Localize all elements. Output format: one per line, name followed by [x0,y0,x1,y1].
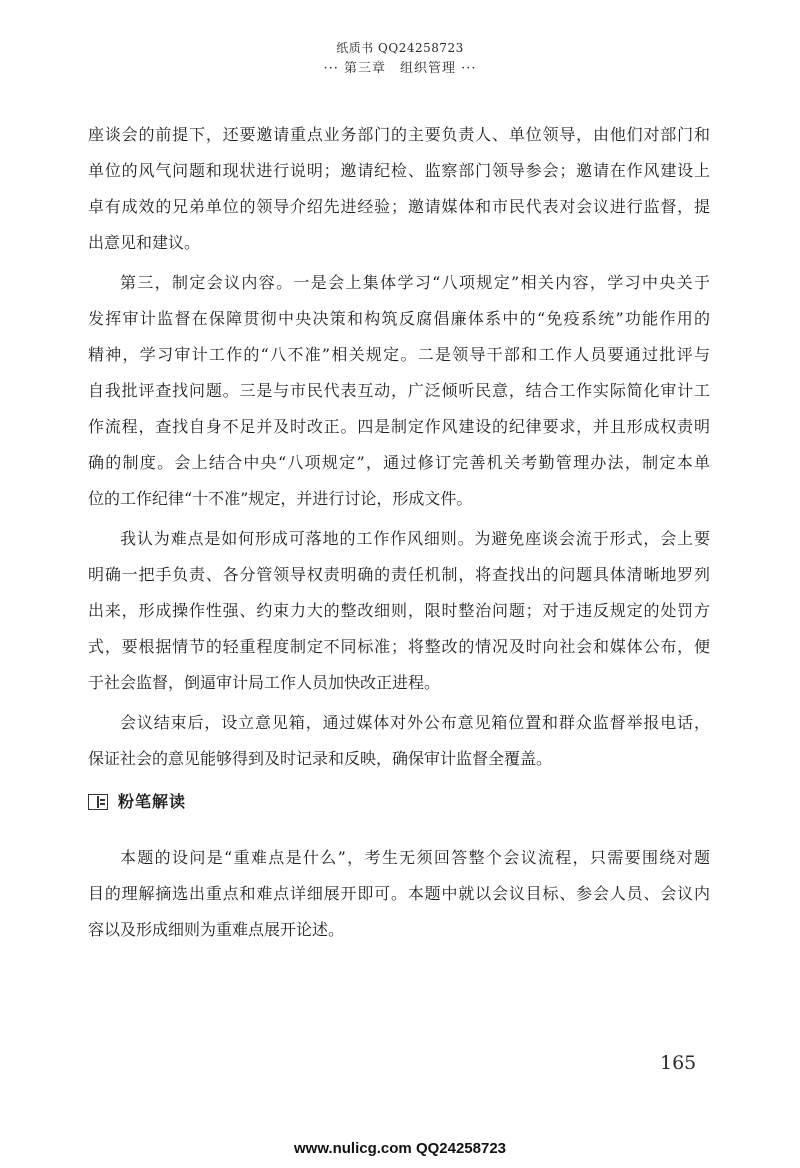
body-paragraph [88,265,710,517]
analysis-heading-title: 粉笔解读 [118,792,187,811]
paragraph-line: 单位的风气问题和现状进行说明；邀请纪检、监察部门领导参会；邀请在作风建设上 [88,161,710,180]
paragraph-line: 于社会监督，倒逼审计局工作人员加快改正进程。 [88,673,441,692]
chapter-running-title: ··· 第三章 组织管理 ··· [323,61,477,76]
paragraph-line: 出意见和建议。 [88,233,201,252]
paragraph-line: 容以及形成细则为重难点展开论述。 [88,920,345,939]
paragraph-line: 我认为难点是如何形成可落地的工作作风细则。为避免座谈会流于形式，会上要 [120,529,710,548]
analysis-paragraph [88,840,710,948]
paragraph-line: 会议结束后，设立意见箱，通过媒体对外公布意见箱位置和群众监督举报电话， [120,713,710,732]
paragraph-line: 本题的设问是“重难点是什么”，考生无须回答整个会议流程，只需要围绕对题 [120,848,710,867]
paragraph-line: 确的制度。会上结合中央“八项规定”，通过修订完善机关考勤管理办法，制定本单 [88,453,710,472]
paragraph-line: 精神，学习审计工作的“八不准”相关规定。二是领导干部和工作人员要通过批评与 [88,345,710,364]
paragraph-line: 式，要根据情节的轻重程度制定不同标准；将整改的情况及时向社会和媒体公布，便 [88,637,710,656]
paragraph-line: 卓有成效的兄弟单位的领导介绍先进经验；邀请媒体和市民代表对会议进行监督，提 [88,197,710,216]
paragraph-line: 座谈会的前提下，还要邀请重点业务部门的主要负责人、单位领导，由他们对部门和 [88,125,710,144]
paragraph-line: 作流程，查找自身不足并及时改正。四是制定作风建设的纪律要求，并且形成权责明 [88,417,710,436]
page-number: 165 [660,1052,697,1074]
paragraph-line: 自我批评查找问题。三是与市民代表互动，广泛倾听民意，结合工作实际简化审计工 [88,381,710,400]
body-paragraph [88,117,710,261]
paragraph-line: 目的理解摘选出重点和难点详细展开即可。本题中就以会议目标、参会人员、会议内 [88,884,710,903]
paragraph-line: 位的工作纪律“十不准”规定，并进行讨论，形成文件。 [88,489,473,508]
paragraph-line: 明确一把手负责、各分管领导权责明确的责任机制，将查找出的问题具体清晰地罗列 [88,565,710,584]
paragraph-line: 发挥审计监督在保障贯彻中央决策和构筑反腐倡廉体系中的“免疫系统”功能作用的 [88,309,710,328]
header-source-note: 纸质书 QQ24258723 [336,41,464,55]
page-body [88,117,710,952]
body-paragraph [88,521,710,701]
analysis-heading [88,787,710,817]
book-icon [88,794,108,810]
paragraph-line: 保证社会的意见能够得到及时记录和反映，确保审计监督全覆盖。 [88,749,553,768]
paragraph-line: 第三，制定会议内容。一是会上集体学习“八项规定”相关内容，学习中央关于 [120,273,710,292]
body-paragraph [88,705,710,777]
footer-watermark: www.nulicg.com QQ24258723 [293,1140,507,1157]
paragraph-line: 出来，形成操作性强、约束力大的整改细则，限时整治问题；对于违反规定的处罚方 [88,601,710,620]
